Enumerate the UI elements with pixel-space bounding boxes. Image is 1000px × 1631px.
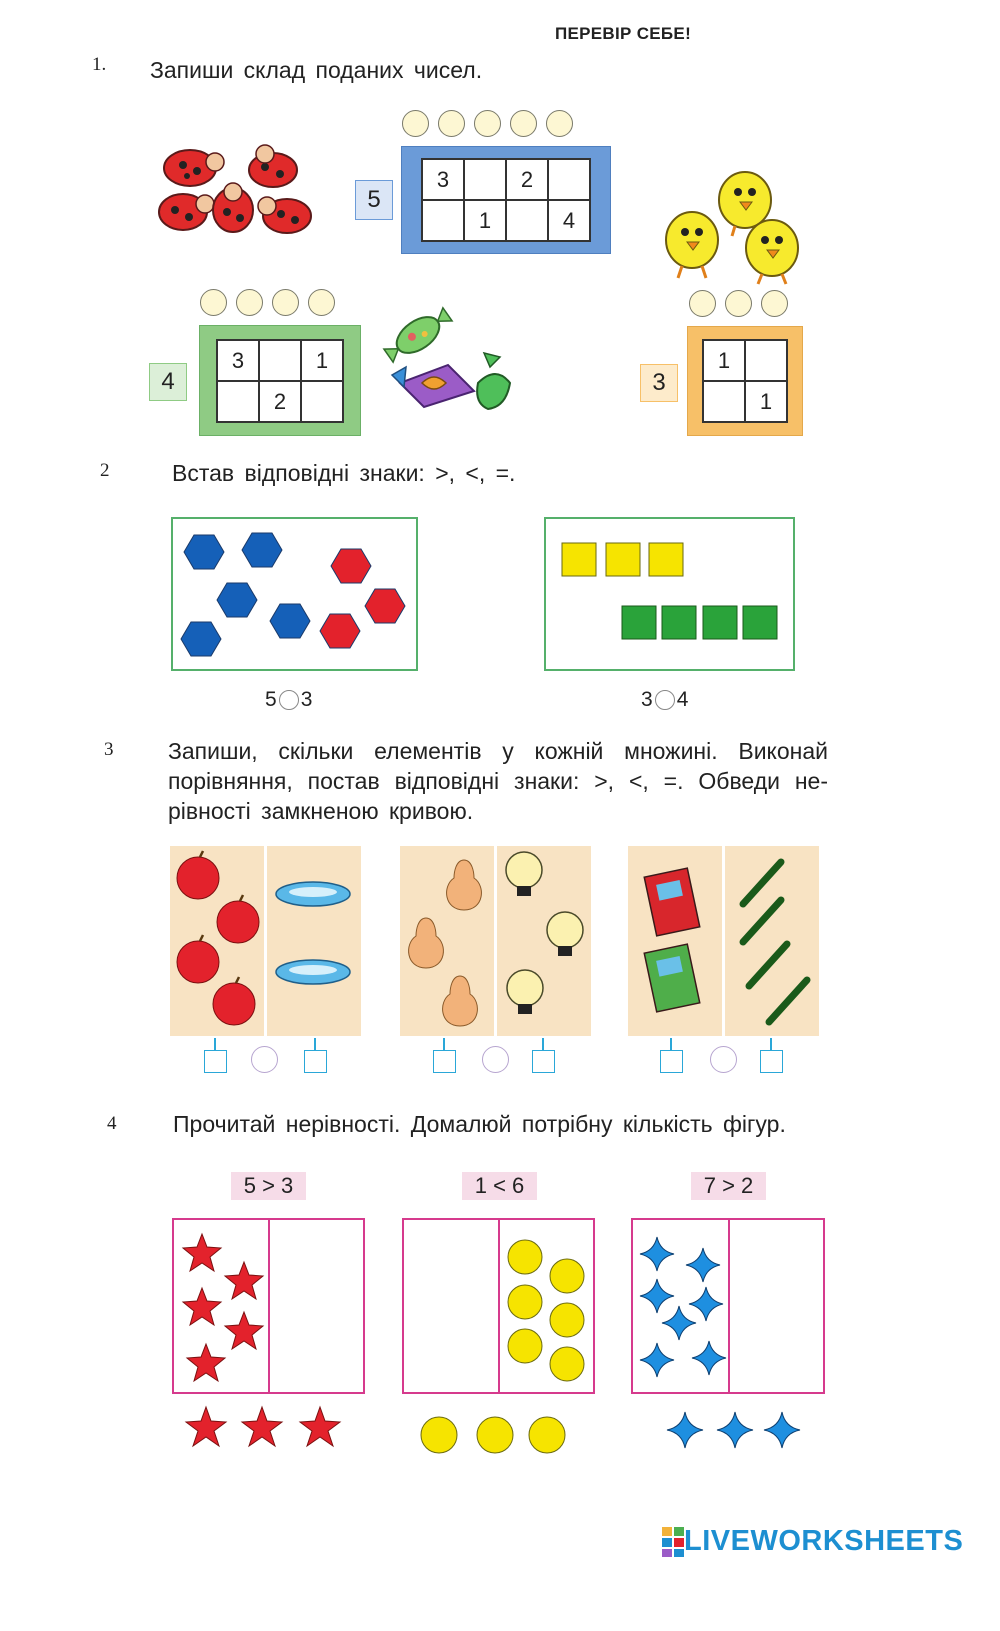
apple-icon xyxy=(177,857,219,899)
grid-cell[interactable] xyxy=(745,340,787,381)
answer-circle[interactable] xyxy=(655,690,675,710)
inequality-label: 5 > 3 xyxy=(231,1172,306,1200)
sparkle-icon xyxy=(667,1412,703,1448)
composition-grid-5 xyxy=(421,158,591,242)
drawing-box-sparkles xyxy=(631,1218,825,1394)
star-icon xyxy=(225,1312,263,1349)
number-box-4: 4 xyxy=(149,363,187,401)
circle-icon xyxy=(550,1259,584,1293)
apples xyxy=(170,846,264,1036)
star-icon xyxy=(187,1344,225,1381)
apple-icon xyxy=(217,901,259,943)
grid-cell[interactable]: 2 xyxy=(506,159,548,200)
answer-square[interactable] xyxy=(760,1050,783,1073)
brand-logo xyxy=(662,1525,963,1558)
sparkle-icon xyxy=(686,1248,720,1282)
blue-hexagon xyxy=(181,622,221,656)
brand-text: LIVEWORKSHEETS xyxy=(684,1525,964,1557)
sparkle-icon xyxy=(662,1306,696,1340)
answer-circle[interactable] xyxy=(510,110,537,137)
answer-square[interactable] xyxy=(204,1050,227,1073)
hexagon-set-frame xyxy=(171,517,418,671)
red-hexagon xyxy=(320,614,360,648)
grid-cell[interactable]: 3 xyxy=(422,159,464,200)
task-3-text xyxy=(168,736,828,826)
grid-cell[interactable]: 1 xyxy=(745,381,787,422)
answer-circle[interactable] xyxy=(482,1046,509,1073)
compare-right: 4 xyxy=(676,688,689,711)
yellow-square xyxy=(649,543,683,576)
number-box-3: 3 xyxy=(640,364,678,402)
lightbulb-icon xyxy=(506,852,542,888)
grid-cell[interactable] xyxy=(703,381,745,422)
grid-cell[interactable] xyxy=(301,381,343,422)
drawing-box-circles xyxy=(402,1218,595,1394)
answer-circle[interactable] xyxy=(761,290,788,317)
composition-grid-4 xyxy=(216,339,344,423)
task-3-line: рівності замкненою кривою. xyxy=(168,798,474,824)
red-hexagon xyxy=(331,549,371,583)
square-set-frame xyxy=(544,517,795,671)
task-4-text: Прочитай нерівності. Домалюй потрібну кількість фігур. xyxy=(173,1111,786,1137)
task-2-number: 2 xyxy=(100,460,110,481)
book-icon xyxy=(644,868,700,936)
pear-icon xyxy=(409,918,444,968)
yellow-circles xyxy=(500,1220,595,1392)
answer-circle[interactable] xyxy=(251,1046,278,1073)
answer-circles-5 xyxy=(402,110,582,137)
hexagons xyxy=(173,519,416,669)
extra-yellow-circles xyxy=(415,1412,575,1458)
grid-cell[interactable]: 1 xyxy=(703,340,745,381)
squares xyxy=(546,519,793,669)
books xyxy=(628,846,722,1036)
compare-left: 5 xyxy=(265,688,277,711)
green-square xyxy=(703,606,737,639)
star-icon xyxy=(186,1407,226,1446)
star-icon xyxy=(183,1234,221,1271)
book-icon xyxy=(644,944,700,1012)
answer-square[interactable] xyxy=(304,1050,327,1073)
extra-blue-sparkles xyxy=(660,1408,810,1452)
apple-icon xyxy=(177,941,219,983)
pencil-icon xyxy=(743,862,781,904)
pencil-icon xyxy=(749,944,787,986)
answer-circle[interactable] xyxy=(402,110,429,137)
answer-square[interactable] xyxy=(532,1050,555,1073)
pears xyxy=(400,846,494,1036)
inequality-label: 1 < 6 xyxy=(462,1172,537,1200)
pear-icon xyxy=(443,976,478,1026)
answer-circle[interactable] xyxy=(438,110,465,137)
circle-icon xyxy=(550,1347,584,1381)
lightbulbs xyxy=(497,846,591,1036)
circle-icon xyxy=(508,1329,542,1363)
red-hexagon xyxy=(365,589,405,623)
sparkle-icon xyxy=(717,1412,753,1448)
inequality-label: 7 > 2 xyxy=(691,1172,766,1200)
grid-cell[interactable]: 3 xyxy=(217,340,259,381)
sparkle-icon xyxy=(764,1412,800,1448)
grid-cell[interactable]: 2 xyxy=(259,381,301,422)
lightbulb-icon xyxy=(507,970,543,1006)
page-title: ПЕРЕВІР СЕБЕ! xyxy=(555,24,692,43)
plates xyxy=(267,846,361,1036)
task-1-number: 1. xyxy=(92,54,107,75)
grid-cell[interactable]: 1 xyxy=(464,200,506,241)
star-icon xyxy=(242,1407,282,1446)
circle-icon xyxy=(550,1303,584,1337)
grid-cell[interactable]: 4 xyxy=(548,200,590,241)
lightbulb-icon xyxy=(547,912,583,948)
extra-red-stars xyxy=(180,1402,350,1454)
green-square xyxy=(743,606,777,639)
pencils xyxy=(725,846,819,1036)
sparkle-icon xyxy=(692,1341,726,1375)
answer-circle[interactable] xyxy=(725,290,752,317)
ladybug xyxy=(164,150,224,186)
star-icon xyxy=(225,1262,263,1299)
blue-hexagon xyxy=(242,533,282,567)
set-panel-pears-bulbs xyxy=(400,846,591,1036)
star-icon xyxy=(300,1407,340,1446)
answer-circle[interactable] xyxy=(236,289,263,316)
task-3-number: 3 xyxy=(104,739,114,760)
sparkle-icon xyxy=(689,1287,723,1321)
task-3-line: Запиши, скільки елементів у кожній множині. Виконай xyxy=(168,738,828,764)
yellow-square xyxy=(562,543,596,576)
sparkle-icon xyxy=(640,1237,674,1271)
grid-cell[interactable]: 1 xyxy=(301,340,343,381)
answer-circle[interactable] xyxy=(546,110,573,137)
task-2-text: Встав відповідні знаки: >, <, =. xyxy=(172,460,516,486)
answer-circle[interactable] xyxy=(710,1046,737,1073)
compare-right: 3 xyxy=(300,688,313,711)
answer-circle[interactable] xyxy=(689,290,716,317)
circle-icon xyxy=(529,1417,565,1453)
grid-cell[interactable] xyxy=(217,381,259,422)
circle-icon xyxy=(477,1417,513,1453)
task-1-text: Запиши склад поданих чисел. xyxy=(150,57,483,83)
set-panel-apples-plates xyxy=(170,846,361,1036)
ladybugs-illustration xyxy=(155,140,320,245)
yellow-square xyxy=(606,543,640,576)
answer-circles-4 xyxy=(200,289,344,316)
green-square xyxy=(622,606,656,639)
green-square xyxy=(662,606,696,639)
blue-hexagon xyxy=(184,535,224,569)
red-stars xyxy=(174,1220,268,1392)
answer-circle[interactable] xyxy=(474,110,501,137)
pencil-icon xyxy=(769,980,807,1022)
blue-hexagon xyxy=(217,583,257,617)
sparkle-icon xyxy=(640,1279,674,1313)
task-4-number: 4 xyxy=(107,1113,117,1134)
chicks-illustration xyxy=(660,162,805,287)
compare-left: 3 xyxy=(641,688,653,711)
apple-icon xyxy=(213,983,255,1025)
set-panel-books-pencils xyxy=(628,846,819,1036)
star-icon xyxy=(183,1288,221,1325)
pear-icon xyxy=(447,860,482,910)
answer-circles-3 xyxy=(689,290,797,317)
answer-circle[interactable] xyxy=(200,289,227,316)
compare-3-4 xyxy=(641,688,688,712)
answer-circle[interactable] xyxy=(272,289,299,316)
circle-icon xyxy=(421,1417,457,1453)
grid-cell[interactable] xyxy=(422,200,464,241)
answer-circle[interactable] xyxy=(279,690,299,710)
answer-square[interactable] xyxy=(660,1050,683,1073)
answer-square[interactable] xyxy=(433,1050,456,1073)
answer-circle[interactable] xyxy=(308,289,335,316)
sparkle-icon xyxy=(640,1343,674,1377)
candies-illustration xyxy=(378,295,518,415)
grid-cell[interactable] xyxy=(464,159,506,200)
circle-icon xyxy=(508,1285,542,1319)
grid-cell[interactable] xyxy=(259,340,301,381)
drawing-box-stars xyxy=(172,1218,365,1394)
blue-hexagon xyxy=(270,604,310,638)
composition-grid-3 xyxy=(702,339,788,423)
grid-cell[interactable] xyxy=(548,159,590,200)
blue-sparkles xyxy=(633,1220,728,1392)
compare-5-3 xyxy=(265,688,312,712)
circle-icon xyxy=(508,1240,542,1274)
task-3-line: порівняння, постав відповідні знаки: >, <, =. Обведи не- xyxy=(168,768,828,794)
liveworksheets-icon xyxy=(662,1527,684,1557)
grid-cell[interactable] xyxy=(506,200,548,241)
number-box-5: 5 xyxy=(355,180,393,220)
pencil-icon xyxy=(743,900,781,942)
